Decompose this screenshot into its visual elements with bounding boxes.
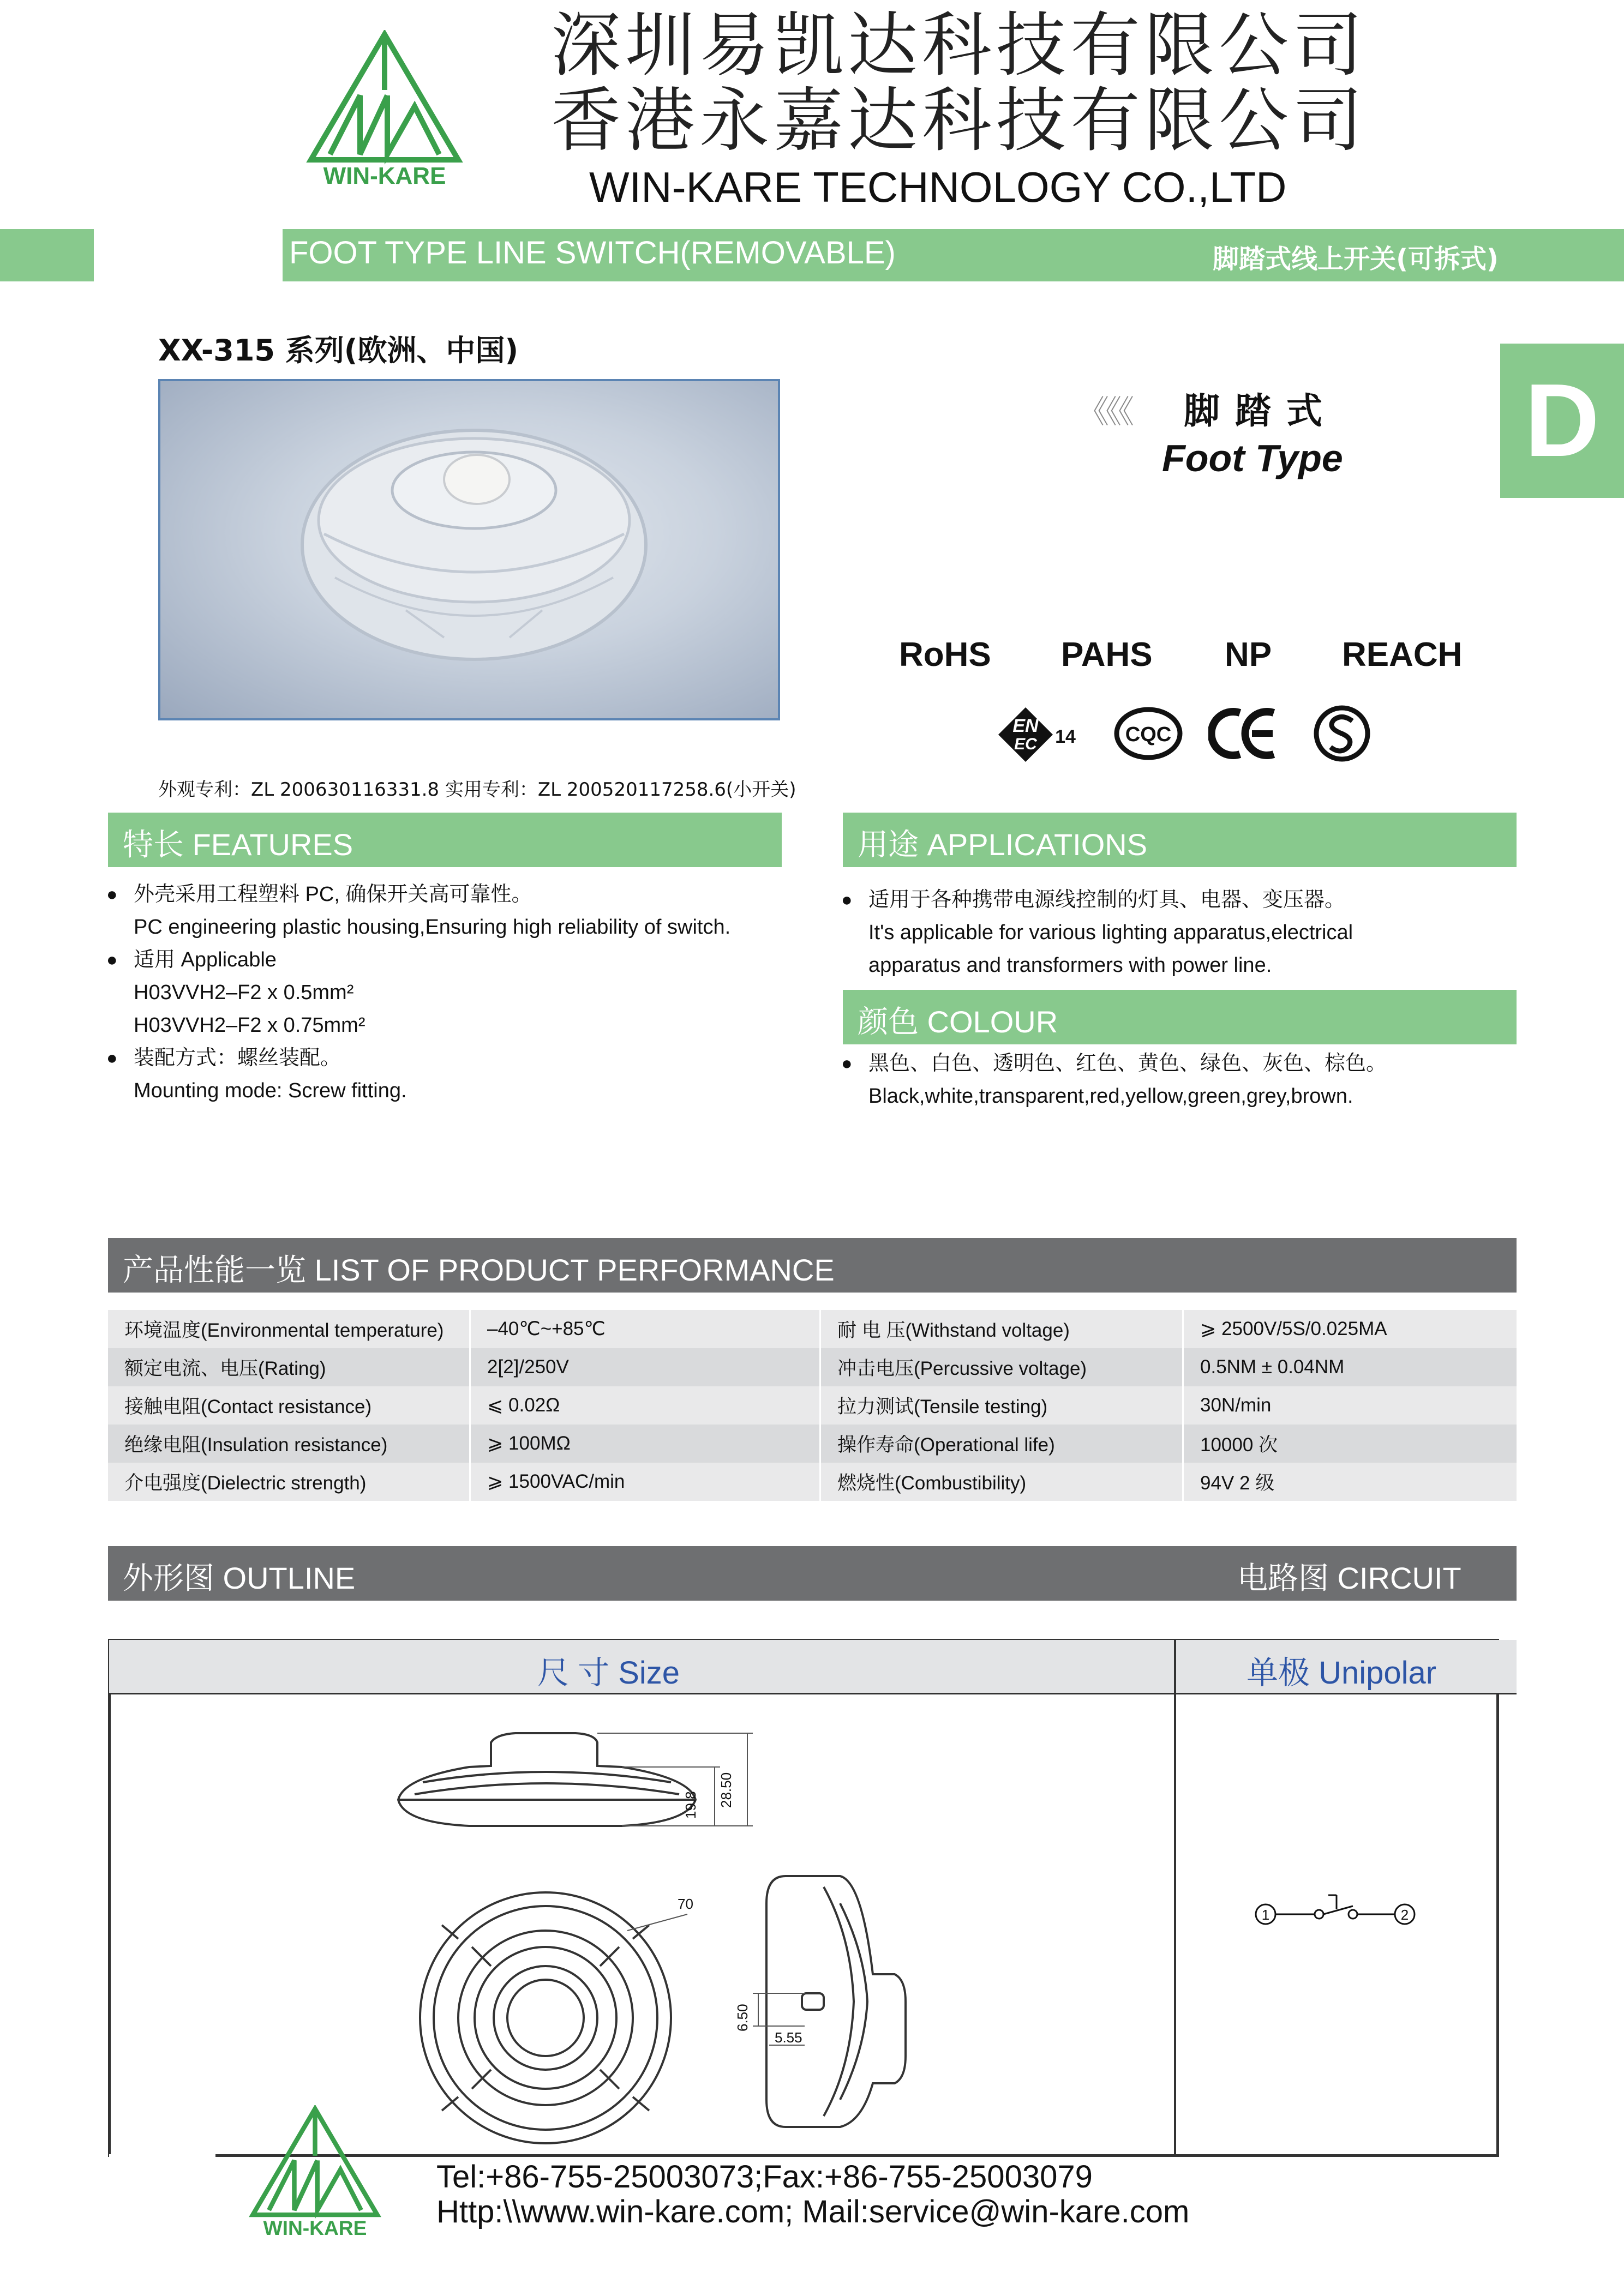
table-cell: 冲击电压(Percussive voltage) (821, 1348, 1184, 1386)
type-en: Foot Type (1162, 437, 1343, 479)
table-cell: 94V 2 级 (1200, 1472, 1275, 1494)
section-view-drawing (715, 1871, 966, 2143)
product-title-en: FOOT TYPE LINE SWITCH(REMOVABLE) (289, 235, 896, 271)
type-cn: 脚踏式 (1184, 390, 1338, 432)
table-cell: 2[2]/250V (471, 1348, 821, 1386)
table-cell: ⩽ 0.02Ω (471, 1386, 821, 1425)
svg-text:EC: EC (1014, 735, 1037, 753)
cert-reach: REACH (1342, 636, 1463, 674)
table-row (108, 1348, 1517, 1386)
title-band-left (0, 229, 94, 281)
size-label: 尺 寸 Size (537, 1655, 680, 1691)
list-item: ● 适用于各种携带电源线控制的灯具、电器、变压器。 (841, 888, 1346, 911)
list-item: Black,white,transparent,red,yellow,green,grey,brown. (868, 1085, 1353, 1108)
table-row (108, 1386, 1517, 1425)
footer-gap (109, 2154, 215, 2165)
svg-text:2: 2 (1400, 1907, 1409, 1923)
cert-np: NP (1225, 636, 1272, 674)
svg-text:6.50: 6.50 (734, 2004, 751, 2031)
list-item: ● 装配方式：螺丝装配。 (106, 1047, 341, 1069)
list-item: H03VVH2–F2 x 0.75mm² (134, 1014, 365, 1037)
table-row (108, 1463, 1517, 1501)
enec-mark-icon (996, 705, 1083, 765)
ce-mark-icon (1208, 706, 1279, 761)
table-cell: 操作寿命(Operational life) (821, 1425, 1184, 1463)
table-cell: 拉力测试(Tensile testing) (821, 1386, 1184, 1425)
cert-rohs: RoHS (899, 636, 991, 674)
table-cell: 30N/min (1200, 1395, 1272, 1416)
contact-info (436, 2160, 1189, 2229)
table-cell: 10000 次 (1200, 1434, 1278, 1456)
outline-heading: 外形图 OUTLINE (123, 1561, 356, 1595)
list-item: PC engineering plastic housing,Ensuring high reliability of switch. (134, 916, 731, 939)
list-item: ● 适用 Applicable (106, 948, 277, 971)
table-cell: ⩾ 100MΩ (471, 1425, 821, 1463)
features-heading: 特长 FEATURES (123, 827, 353, 862)
s-mark-icon (1312, 704, 1372, 764)
list-item: ● 外壳采用工程塑料 PC, 确保开关高可靠性。 (106, 883, 532, 906)
table-cell: 0.5NM ± 0.04NM (1200, 1356, 1345, 1378)
company-name-cn-2: 香港永嘉达科技有限公司 (551, 80, 1368, 161)
svg-text:WIN-KARE: WIN-KARE (323, 163, 446, 188)
cert-pahs: PAHS (1061, 636, 1153, 674)
list-item: H03VVH2–F2 x 0.5mm² (134, 981, 354, 1004)
contact-web-mail: Http:\\www.win-kare.com; Mail:service@win-kare.com (436, 2194, 1190, 2229)
svg-text:EN: EN (1012, 716, 1039, 736)
win-kare-logo (305, 30, 464, 188)
table-cell: ⩾ 2500V/5S/0.025MA (1200, 1318, 1387, 1339)
side-view-drawing (382, 1718, 775, 1854)
table-row (108, 1310, 1517, 1348)
table-cell: 环境温度(Environmental temperature) (108, 1310, 471, 1348)
unipolar-circuit-diagram (1252, 1884, 1416, 1933)
performance-table (108, 1310, 1517, 1501)
list-item: apparatus and transformers with power line. (868, 954, 1272, 977)
list-item: It's applicable for various lighting apparatus,electrical (868, 921, 1353, 944)
applications-heading: 用途 APPLICATIONS (858, 827, 1148, 862)
colour-heading: 颜色 COLOUR (858, 1005, 1058, 1039)
performance-heading: 产品性能一览 LIST OF PRODUCT PERFORMANCE (123, 1253, 835, 1287)
table-cell: 介电强度(Dielectric strength) (108, 1463, 471, 1501)
table-cell: 绝缘电阻(Insulation resistance) (108, 1425, 471, 1463)
table-cell: 接触电阻(Contact resistance) (108, 1386, 471, 1425)
product-photo (158, 379, 780, 720)
table-row (108, 1425, 1517, 1463)
svg-text:28.50: 28.50 (718, 1772, 734, 1808)
patent-numbers: 外观专利：ZL 200630116331.8 实用专利：ZL 200520117258.6(小开关) (158, 779, 796, 801)
applications-list (841, 883, 1353, 982)
win-kare-logo-footer (248, 2105, 382, 2239)
outline-box-divider (1174, 1639, 1176, 2156)
svg-text:WIN-KARE: WIN-KARE (263, 2216, 367, 2239)
table-cell: ⩾ 1500VAC/min (471, 1463, 821, 1501)
table-cell: 燃烧性(Combustibility) (821, 1463, 1184, 1501)
series-label: XX-315 系列(欧洲、中国) (158, 333, 519, 368)
svg-text:CQC: CQC (1125, 723, 1172, 746)
list-item: ● 黑色、白色、透明色、红色、黄色、绿色、灰色、棕色。 (841, 1052, 1387, 1075)
cqc-mark-icon (1113, 706, 1184, 761)
section-tab-d: D (1500, 344, 1624, 498)
table-cell: 额定电流、电压(Rating) (108, 1348, 471, 1386)
colour-list (841, 1047, 1387, 1113)
svg-text:1: 1 (1261, 1907, 1270, 1923)
circuit-heading: 电路图 CIRCUIT (1237, 1561, 1461, 1595)
svg-text:5.55: 5.55 (775, 2029, 802, 2046)
top-view-drawing (382, 1865, 742, 2149)
company-name-en: WIN-KARE TECHNOLOGY CO.,LTD (589, 163, 1287, 211)
unipolar-label: 单极 Unipolar (1247, 1655, 1437, 1691)
table-cell: –40℃~+85℃ (471, 1310, 821, 1348)
table-cell: 耐 电 压(Withstand voltage) (821, 1310, 1184, 1348)
chevron-icons: 《《《 (1077, 393, 1131, 430)
list-item: Mounting mode: Screw fitting. (134, 1079, 407, 1102)
svg-text:14: 14 (1055, 726, 1076, 747)
company-name-cn-1: 深圳易凯达科技有限公司 (551, 5, 1368, 86)
features-list (106, 878, 730, 1107)
svg-text:19.8: 19.8 (682, 1791, 699, 1819)
svg-text:70: 70 (678, 1896, 693, 1912)
contact-phone-fax: Tel:+86-755-25003073;Fax:+86-755-25003079 (436, 2159, 1093, 2195)
product-title-cn: 脚踏式线上开关(可拆式) (1213, 244, 1499, 274)
